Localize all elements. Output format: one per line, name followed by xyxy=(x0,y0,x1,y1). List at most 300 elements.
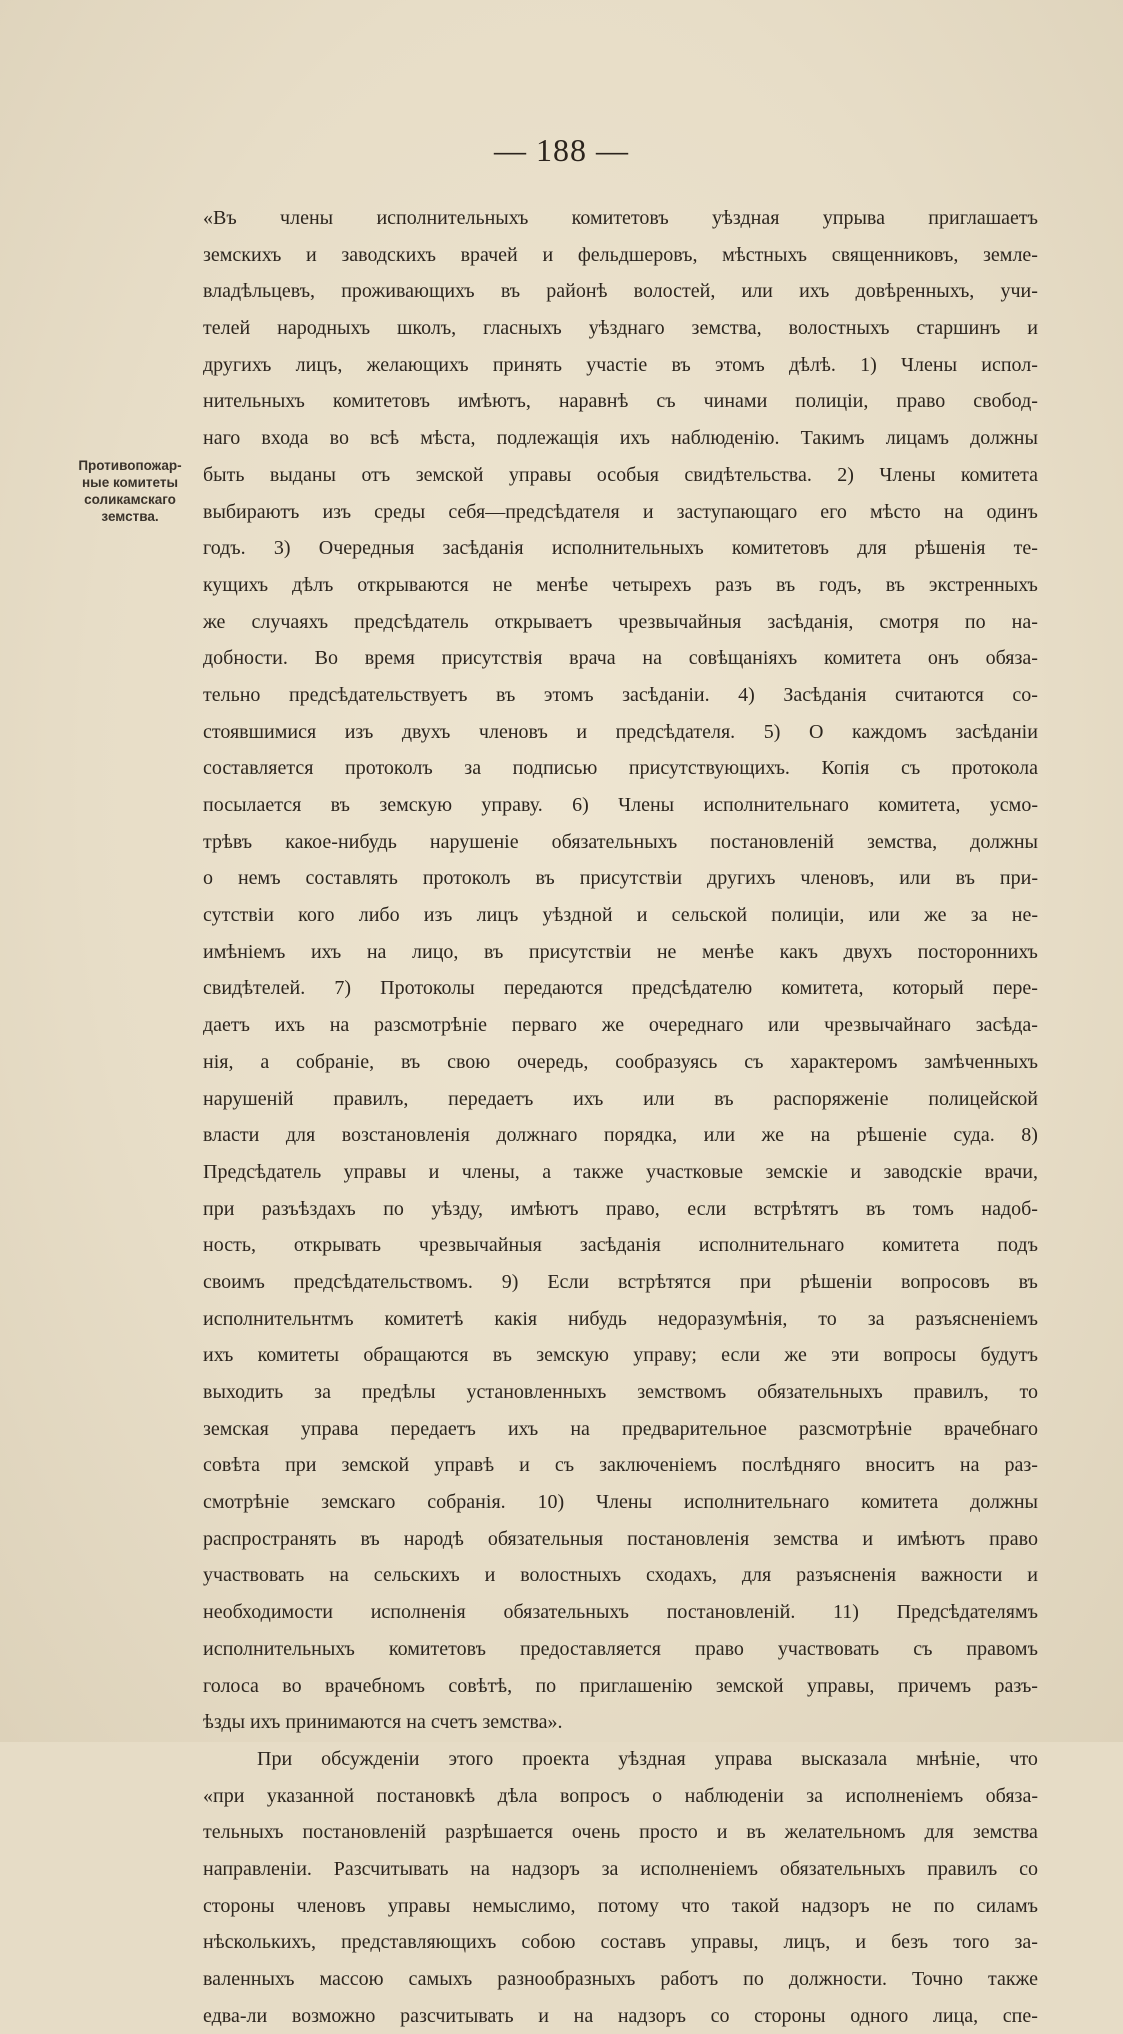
word: врача xyxy=(569,647,616,670)
word: этого xyxy=(448,1747,494,1770)
word: земле- xyxy=(983,243,1038,266)
word: волостныхъ xyxy=(520,1564,622,1587)
word: надзоръ xyxy=(801,1894,870,1917)
word: обсужденіи xyxy=(321,1747,420,1770)
word: на xyxy=(570,1417,590,1440)
word: народныхъ xyxy=(277,317,371,340)
word: имѣніемъ xyxy=(203,940,286,963)
text-line xyxy=(203,1888,1038,1925)
text-line xyxy=(203,1044,1038,1081)
word: посылается xyxy=(203,794,302,816)
word: смотря xyxy=(879,610,939,633)
word: этомъ xyxy=(543,683,594,706)
word: разсмотрѣніе xyxy=(373,1014,487,1037)
word: не xyxy=(656,940,677,963)
word: замѣченныхъ xyxy=(924,1050,1038,1073)
word: стоявшимися xyxy=(203,720,317,743)
word: менѣе xyxy=(702,940,754,963)
margin-note-line: ные комитеты xyxy=(82,475,178,490)
word: тельныхъ xyxy=(203,1821,284,1844)
word: предварительное xyxy=(622,1417,767,1440)
word: ность, xyxy=(203,1234,256,1257)
word: ѣзды xyxy=(203,1711,251,1734)
word: и xyxy=(305,243,317,266)
word: управу; xyxy=(633,1344,697,1367)
word: врачебнаго xyxy=(944,1417,1038,1440)
word: 6) xyxy=(572,794,589,816)
word: либо xyxy=(358,904,400,927)
word: имѣютъ, xyxy=(457,390,531,413)
word: управы xyxy=(508,463,572,486)
word: земскихъ xyxy=(203,243,282,266)
word: чинами xyxy=(703,390,768,413)
word: присутствія xyxy=(441,647,543,670)
word: для xyxy=(857,537,887,560)
word: въ xyxy=(535,867,555,890)
word: встрѣтятся xyxy=(618,1270,711,1293)
text-line xyxy=(203,1081,1038,1118)
word: уѣздная xyxy=(712,207,780,229)
word: голоса xyxy=(203,1674,259,1697)
word: въ xyxy=(671,353,691,376)
word: на xyxy=(406,1711,431,1734)
word: потому xyxy=(597,1894,659,1917)
text-line xyxy=(203,970,1038,1007)
word: члены, xyxy=(461,1160,520,1183)
word: Члены xyxy=(879,463,936,486)
word: самыхъ xyxy=(408,1968,473,1990)
word: открываются xyxy=(357,573,469,596)
word: Разсчитывать xyxy=(333,1857,449,1880)
word: врачебномъ xyxy=(324,1674,425,1697)
word: собою xyxy=(521,1931,576,1954)
word: при xyxy=(285,1454,317,1477)
word: исполнительнаго xyxy=(683,1491,830,1514)
word: управы xyxy=(387,1894,451,1917)
word: надоб- xyxy=(981,1197,1038,1220)
word: особыя xyxy=(596,463,659,486)
word: при xyxy=(739,1270,772,1293)
text-line xyxy=(203,1851,1038,1888)
word: засѣда- xyxy=(975,1014,1038,1037)
word: передаетъ xyxy=(390,1417,476,1440)
word: во xyxy=(282,1674,302,1697)
word: на- xyxy=(1011,610,1038,633)
word: Копія xyxy=(821,757,870,780)
text-line xyxy=(203,237,1038,274)
word: предоставляется xyxy=(519,1637,661,1660)
word: ихъ xyxy=(799,280,830,303)
word: своимъ xyxy=(203,1270,265,1293)
word: едва-ли xyxy=(203,2004,268,2027)
word: раз- xyxy=(1004,1454,1038,1477)
word: каждомъ xyxy=(851,720,927,743)
word: постановленія xyxy=(627,1527,750,1550)
word: довѣренныхъ, xyxy=(855,280,975,303)
word: открываетъ xyxy=(494,610,593,633)
word: со xyxy=(710,2004,730,2027)
word: постановленій xyxy=(710,830,834,853)
word: проживающихъ xyxy=(341,280,475,303)
text-line xyxy=(203,1557,1038,1594)
word: обязательныхъ xyxy=(779,1857,906,1880)
word: разъ- xyxy=(994,1674,1038,1697)
word: уѣздной xyxy=(542,904,613,927)
text-line xyxy=(203,1227,1038,1264)
word: по xyxy=(383,1197,404,1220)
word: постановкѣ xyxy=(376,1784,476,1807)
word: разсмотрѣніе xyxy=(798,1417,912,1440)
word: комитета, xyxy=(781,977,864,1000)
word: засѣданія, xyxy=(767,610,854,633)
word: же xyxy=(924,904,947,927)
word: указанной xyxy=(266,1784,355,1807)
word: въ xyxy=(500,280,521,303)
word: разъѣздахъ xyxy=(261,1197,356,1220)
text-line xyxy=(203,494,1038,531)
text-line xyxy=(203,1191,1038,1228)
word: 3) xyxy=(273,537,291,560)
word: всѣ xyxy=(370,427,400,450)
word: 2) xyxy=(837,463,854,486)
word: комитетовъ xyxy=(332,390,430,413)
word: протоколъ xyxy=(345,757,433,780)
word: принимаются xyxy=(285,1711,407,1734)
word: перваго xyxy=(511,1014,578,1037)
word: земства, xyxy=(691,317,762,340)
word: въ xyxy=(955,867,975,890)
word: постановленій xyxy=(302,1821,427,1844)
word: уѣздная xyxy=(618,1747,686,1770)
word: также xyxy=(573,1160,624,1183)
word: заключеніемъ xyxy=(599,1454,717,1477)
word: Протоколы xyxy=(380,977,475,1000)
word: участіе xyxy=(586,353,648,376)
word: или xyxy=(703,1124,736,1147)
word: гласныхъ xyxy=(483,317,562,340)
word: валенныхъ xyxy=(203,1968,295,1990)
word: засѣданія xyxy=(579,1234,661,1257)
word: что xyxy=(681,1894,710,1917)
word: сельской xyxy=(671,904,748,927)
word: во xyxy=(329,427,349,450)
word: членовъ xyxy=(478,720,548,743)
word: Члены xyxy=(618,794,675,816)
word: вопросы xyxy=(883,1344,957,1367)
word: члены xyxy=(280,207,334,229)
text-line xyxy=(203,1154,1038,1191)
word: составлять xyxy=(305,867,398,890)
word: полицейской xyxy=(928,1087,1038,1110)
word: приглашаетъ xyxy=(928,207,1038,229)
word: тельно xyxy=(203,683,261,706)
text-line xyxy=(203,310,1038,347)
word: въ xyxy=(775,573,796,596)
word: нибудь xyxy=(568,1307,627,1330)
word: уѣзду, xyxy=(431,1197,483,1220)
word: массою xyxy=(319,1968,384,1990)
word: рѣшенія xyxy=(914,537,986,560)
word: и xyxy=(636,904,648,927)
word: составъ xyxy=(600,1931,666,1954)
word: правилъ, xyxy=(913,1381,989,1403)
word: недоразумѣнія, xyxy=(657,1307,788,1330)
word: или xyxy=(643,1087,675,1110)
word: земства xyxy=(972,1821,1038,1844)
text-line xyxy=(203,1264,1038,1301)
word: же xyxy=(761,1124,784,1147)
word: предсѣдатель xyxy=(354,610,469,633)
word: или xyxy=(899,867,931,890)
word: земства». xyxy=(482,1711,563,1734)
word: Точно xyxy=(912,1968,963,1990)
word: одинъ xyxy=(986,500,1038,523)
word: управѣ xyxy=(434,1454,495,1477)
text-line xyxy=(203,934,1038,971)
word: те- xyxy=(1013,537,1038,560)
word: также xyxy=(987,1968,1038,1990)
word: чрезвычайныя xyxy=(618,610,742,633)
word: подлежащія xyxy=(496,427,599,450)
word: надзоръ xyxy=(617,2004,686,2027)
word: чрезвычайнаго xyxy=(824,1014,951,1037)
word: изъ xyxy=(322,500,352,523)
word: предсѣдательствуетъ xyxy=(288,683,468,706)
word: власти xyxy=(203,1124,260,1147)
word: нарушеній xyxy=(203,1087,294,1110)
word: дѣлъ xyxy=(292,573,334,596)
word: комитетовъ xyxy=(571,207,669,229)
word: лицъ, xyxy=(783,1931,831,1954)
word: обязательныхъ xyxy=(503,1601,630,1624)
word: упрыва xyxy=(822,207,885,229)
text-line xyxy=(203,604,1038,641)
word: на xyxy=(810,1124,831,1147)
word: фельдшеровъ, xyxy=(577,243,698,266)
word: въ xyxy=(496,683,516,706)
word: съ xyxy=(900,757,921,780)
word: нительныхъ xyxy=(203,390,305,413)
word: наго xyxy=(203,427,241,450)
word: дѣла xyxy=(497,1784,538,1807)
word: школъ, xyxy=(397,317,457,340)
word: не- xyxy=(1011,904,1038,927)
word: время xyxy=(364,647,415,670)
word: счетъ xyxy=(430,1711,483,1734)
word: даетъ xyxy=(203,1014,251,1037)
text-line xyxy=(203,1814,1038,1851)
word: желательномъ xyxy=(784,1821,906,1844)
word: и xyxy=(576,720,588,743)
word: обращаются xyxy=(363,1344,469,1367)
word: направленіи. xyxy=(203,1857,312,1880)
word: подписью xyxy=(512,757,598,780)
margin-note xyxy=(60,457,200,525)
word: случаяхъ xyxy=(251,610,329,633)
word: немъ xyxy=(237,867,281,890)
text-line xyxy=(203,1374,1038,1411)
word: среды xyxy=(374,500,426,523)
word: при xyxy=(203,1197,235,1220)
word: обяза- xyxy=(985,1784,1038,1807)
word: необходимости xyxy=(203,1601,334,1624)
word: желающихъ xyxy=(366,353,469,376)
word: чрезвычайныя xyxy=(418,1234,542,1257)
word: земскаго xyxy=(321,1491,396,1514)
word: и xyxy=(1027,317,1038,340)
word: управа xyxy=(300,1417,359,1440)
word: на xyxy=(642,647,662,670)
word: Если xyxy=(547,1270,590,1293)
word: этомъ xyxy=(715,353,765,376)
word: силамъ xyxy=(976,1894,1038,1917)
word: лицъ, xyxy=(295,353,343,376)
word: управа xyxy=(714,1747,773,1770)
word: того xyxy=(953,1931,990,1954)
word: въ xyxy=(484,940,504,963)
word: Засѣданія xyxy=(783,683,867,706)
text-line xyxy=(203,1631,1038,1668)
word: собранія. xyxy=(427,1491,506,1514)
word: имѣютъ xyxy=(510,1197,579,1220)
word: исполнительнаго xyxy=(698,1234,845,1257)
text-line xyxy=(203,457,1038,494)
word: представляющихъ xyxy=(341,1931,497,1954)
word: должнаго xyxy=(496,1124,578,1147)
text-line xyxy=(203,347,1038,384)
word: передаетъ xyxy=(448,1087,534,1110)
word: пере- xyxy=(992,977,1038,1000)
word: за- xyxy=(1014,1931,1038,1954)
word: двухъ xyxy=(843,940,893,963)
word: если xyxy=(687,1197,727,1220)
word: земскую xyxy=(536,1344,609,1367)
word: очередь, xyxy=(517,1050,589,1073)
word: «при xyxy=(203,1784,245,1807)
word: смотрѣніе xyxy=(203,1491,290,1514)
word: ихъ xyxy=(619,427,650,450)
word: заводскихъ xyxy=(341,243,436,266)
word: комитета xyxy=(861,1491,939,1514)
word: дѣлѣ. xyxy=(788,353,836,376)
word: ихъ xyxy=(274,1014,305,1037)
text-line xyxy=(203,714,1038,751)
word: въ xyxy=(360,1527,380,1550)
word: за xyxy=(867,1307,885,1330)
word: на xyxy=(470,1857,490,1880)
word: наравнѣ xyxy=(558,390,629,413)
word: комитетѣ xyxy=(384,1307,464,1330)
word: изъ xyxy=(344,720,374,743)
word: и xyxy=(542,243,554,266)
word: быть xyxy=(203,463,245,486)
word: на xyxy=(959,1454,980,1477)
word: учи- xyxy=(1000,280,1038,303)
word: усмо- xyxy=(989,794,1038,816)
word: или xyxy=(768,1014,800,1037)
word: надзоръ xyxy=(511,1857,580,1880)
text-line xyxy=(203,1337,1038,1374)
margin-note-line: соликамскаго xyxy=(84,492,176,507)
word: 10) xyxy=(537,1491,565,1514)
word: важности xyxy=(920,1564,1003,1587)
word: вопросъ xyxy=(559,1784,630,1807)
word: 4) xyxy=(738,683,755,706)
word: управы, xyxy=(690,1931,759,1954)
word: заводскіе xyxy=(883,1160,963,1183)
word: имѣютъ xyxy=(897,1527,966,1550)
word: комитета xyxy=(960,463,1038,486)
word: наблюденію. xyxy=(671,427,780,450)
word: сельскихъ xyxy=(373,1564,460,1587)
word: трѣвъ xyxy=(203,830,253,853)
word: свобод- xyxy=(973,390,1038,413)
word: 9) xyxy=(501,1270,519,1293)
word: «Въ xyxy=(203,207,237,229)
word: обязательныхъ xyxy=(757,1381,883,1403)
word: исполнительныхъ xyxy=(551,537,704,560)
word: суда. xyxy=(953,1124,995,1147)
word: разъясненіемъ xyxy=(915,1307,1038,1330)
word: нія, xyxy=(203,1050,234,1073)
word: комитеты xyxy=(257,1344,340,1367)
word: участковые xyxy=(646,1160,744,1183)
word: томъ xyxy=(912,1197,954,1220)
page-number: — 188 — xyxy=(494,132,629,168)
word: на xyxy=(329,1014,350,1037)
word: кого xyxy=(298,904,335,927)
text-line xyxy=(203,1007,1038,1044)
word: участвовать xyxy=(777,1637,880,1660)
word: и xyxy=(484,1564,496,1587)
word: волостей, xyxy=(633,280,716,303)
word: исполнительныхъ xyxy=(203,1637,355,1660)
word: не xyxy=(492,573,513,596)
word: предсѣдательствомъ. xyxy=(293,1270,473,1293)
word: 5) xyxy=(763,720,781,743)
word: лицъ xyxy=(476,904,519,927)
word: земской xyxy=(715,1674,784,1697)
word: протоколъ xyxy=(422,867,511,890)
word: выбираютъ xyxy=(203,500,300,523)
word: за xyxy=(464,757,482,780)
word: какъ xyxy=(779,940,818,963)
word: участвовать xyxy=(203,1564,305,1587)
text-line xyxy=(203,1301,1038,1338)
word: за xyxy=(601,1857,619,1880)
word: со- xyxy=(1012,683,1038,706)
word: полиціи, xyxy=(771,904,845,927)
word: нѣсколькихъ, xyxy=(203,1931,316,1954)
text-line xyxy=(203,1961,1038,1998)
word: земскую xyxy=(379,794,453,816)
word: телей xyxy=(203,317,251,340)
word: и xyxy=(716,1821,728,1844)
word: кущихъ xyxy=(203,573,269,596)
word: въ xyxy=(714,1087,734,1110)
word: установленныхъ xyxy=(466,1381,607,1403)
word: другихъ xyxy=(203,353,272,376)
word: выходить xyxy=(203,1381,284,1403)
word: стороны xyxy=(754,2004,826,2027)
word: въ xyxy=(330,794,350,816)
word: земскіе xyxy=(765,1160,828,1183)
word: исполнительныхъ xyxy=(376,207,529,229)
word: управу. xyxy=(481,794,543,816)
word: засѣданіи xyxy=(955,720,1038,743)
word: мѣсто xyxy=(869,500,921,523)
word: двухъ xyxy=(401,720,451,743)
